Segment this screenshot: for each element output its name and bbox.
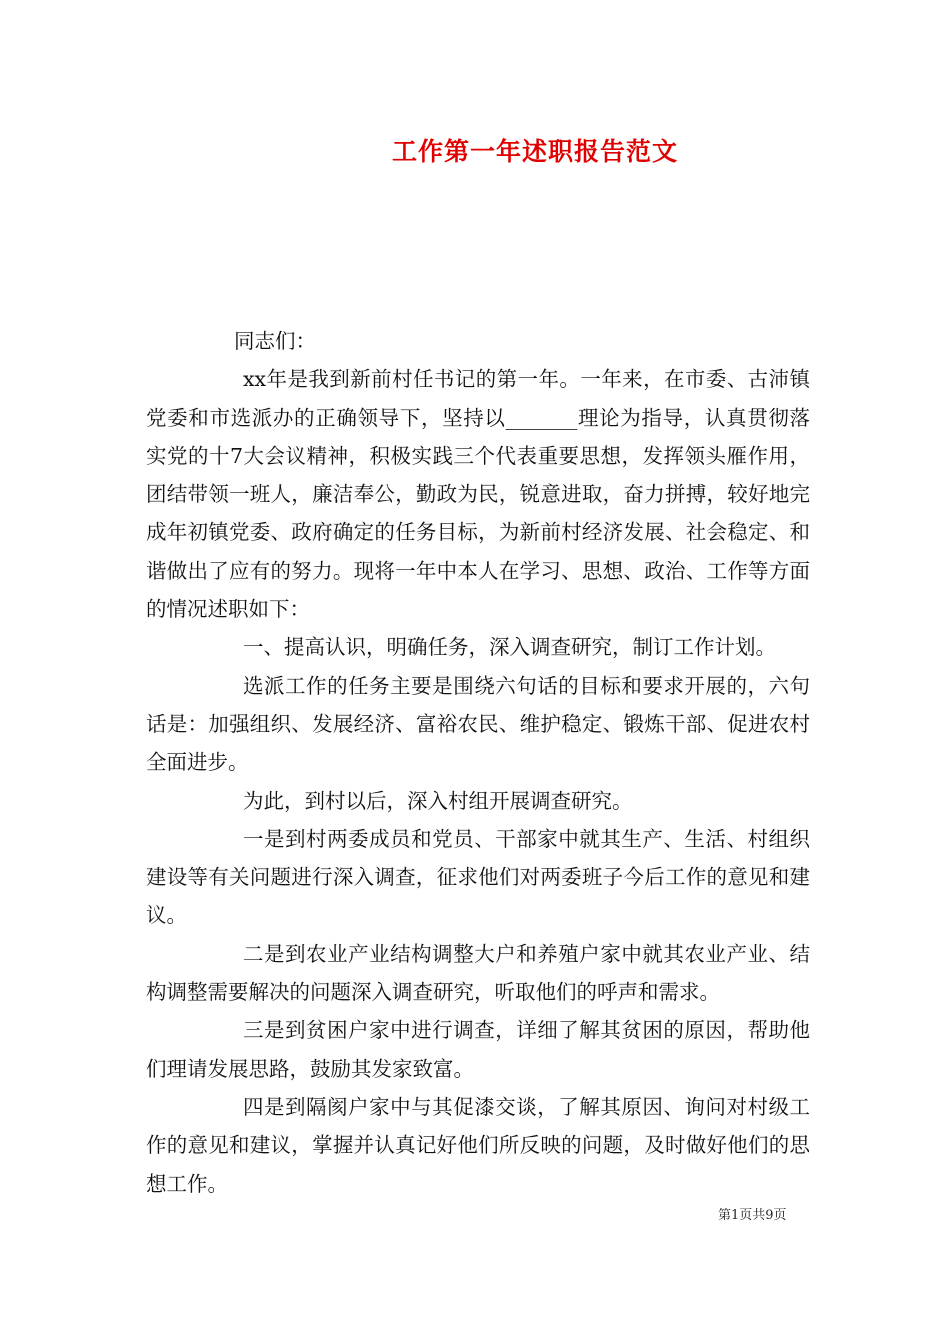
greeting: 同志们： [234,329,316,353]
paragraph-8: 四是到隔阂户家中与其促漆交谈，了解其原因、询问对村级工作的意见和建议，掌握并认真记好他们所反映的问题，及时做好他们的思想工作。 [146,1094,810,1196]
paragraph-5: 一是到村两委成员和党员、干部家中就其生产、生活、村组织建设等有关问题进行深入调查，征求他们对两委班子今后工作的意见和建议。 [146,826,810,928]
paragraph-7: 三是到贫困户家中进行调查，详细了解其贫困的原因，帮助他们理请发展思路，鼓励其发家致富。 [146,1018,810,1081]
paragraph-2: 一、提高认识，明确任务，深入调查研究，制订工作计划。 [243,635,776,660]
paragraph-4: 为此，到村以后，深入村组开展调查研究。 [243,788,633,813]
paragraph-1: xx年是我到新前村任书记的第一年。一年来，在市委、古沛镇党委和市选派办的正确领导下，坚持以_______理论为指导，认真贯彻落实党的十7大会议精神，积极实践三个代表重要思想，发挥领头雁作用，团结带领一班人，廉洁奉公，勤政为民，锐意进取，奋力拼搏，较好地完成年初镇党委、政府确定的任务目标，为新前村经济发展、社会稳定、和谐做出了应有的努力。现将一年中本人在学习、思想、政治、工作等方面的情况述职如下： [146,367,810,622]
page-footer: 第1页共9页 [718,1208,787,1223]
paragraph-6: 二是到农业产业结构调整大户和养殖户家中就其农业产业、结构调整需要解决的问题深入调查研究，听取他们的呼声和需求。 [146,941,810,1005]
paragraph-3: 选派工作的任务主要是围绕六句话的目标和要求开展的，六句话是：加强组织、发展经济、富裕农民、维护稳定、锻炼干部、促进农村全面进步。 [146,673,810,775]
document-body [146,322,810,1203]
document-title: 工作第一年述职报告范文 [391,137,678,166]
